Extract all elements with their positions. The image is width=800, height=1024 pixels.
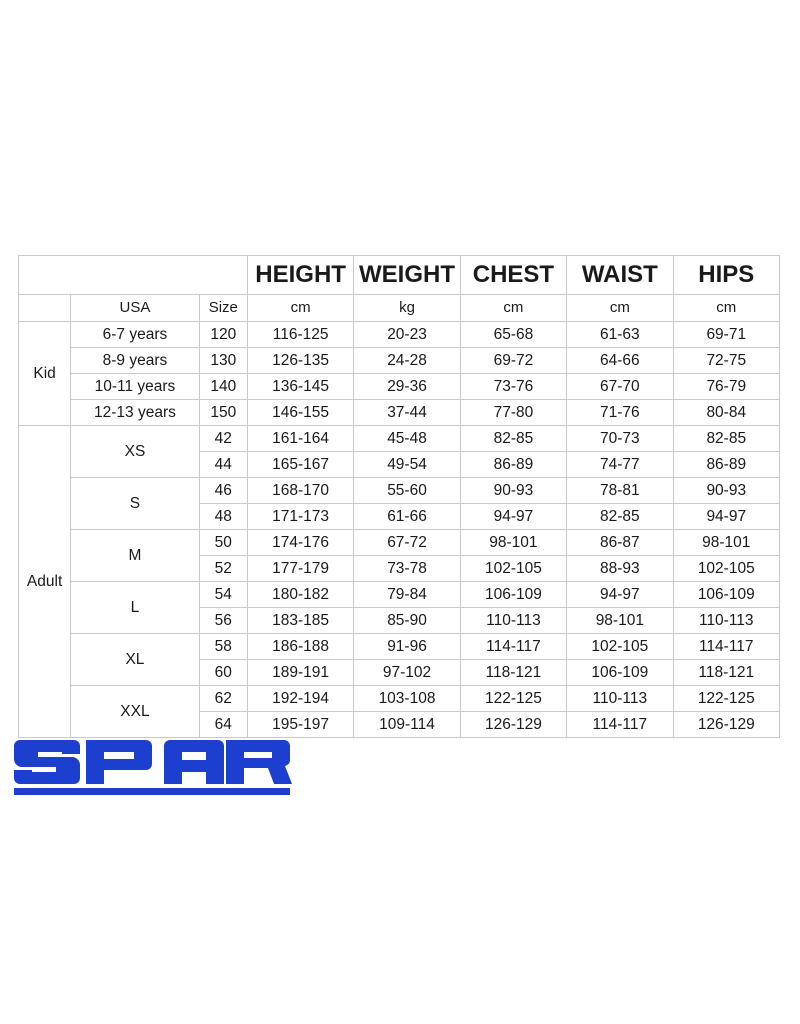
cell-height: 195-197	[247, 712, 353, 738]
cell-height: 174-176	[247, 530, 353, 556]
cell-weight: 29-36	[354, 374, 460, 400]
cell-hips: 110-113	[673, 608, 779, 634]
cell-waist: 70-73	[567, 426, 673, 452]
row-usa-label: 8-9 years	[71, 348, 200, 374]
cell-weight: 49-54	[354, 452, 460, 478]
table-row	[19, 478, 780, 504]
row-usa-label: 12-13 years	[71, 400, 200, 426]
row-size-code: 58	[199, 634, 247, 660]
sparco-logo	[12, 728, 292, 798]
cell-weight: 61-66	[354, 504, 460, 530]
cell-weight: 79-84	[354, 582, 460, 608]
header-hips: HIPS	[673, 256, 779, 295]
row-usa-label: M	[71, 530, 200, 582]
header-usa: USA	[71, 295, 200, 322]
header-waist: WAIST	[567, 256, 673, 295]
row-size-code: 50	[199, 530, 247, 556]
cell-hips: 82-85	[673, 426, 779, 452]
cell-waist: 74-77	[567, 452, 673, 478]
cell-waist: 64-66	[567, 348, 673, 374]
cell-hips: 69-71	[673, 322, 779, 348]
table-row	[19, 426, 780, 452]
table-row	[19, 348, 780, 374]
row-size-code: 64	[199, 712, 247, 738]
cell-waist: 67-70	[567, 374, 673, 400]
cell-chest: 69-72	[460, 348, 566, 374]
row-usa-label: 10-11 years	[71, 374, 200, 400]
table-row	[19, 686, 780, 712]
cell-chest: 118-121	[460, 660, 566, 686]
row-size-code: 46	[199, 478, 247, 504]
size-chart-table-wrapper	[18, 255, 780, 738]
cell-hips: 114-117	[673, 634, 779, 660]
header-chest: CHEST	[460, 256, 566, 295]
cell-waist: 86-87	[567, 530, 673, 556]
row-usa-label: XL	[71, 634, 200, 686]
cell-chest: 90-93	[460, 478, 566, 504]
cell-hips: 98-101	[673, 530, 779, 556]
cell-chest: 98-101	[460, 530, 566, 556]
header-blank-cell	[19, 256, 248, 295]
cell-hips: 90-93	[673, 478, 779, 504]
cell-chest: 102-105	[460, 556, 566, 582]
table-row	[19, 374, 780, 400]
units-blank-cell	[19, 295, 71, 322]
row-size-code: 62	[199, 686, 247, 712]
header-height: HEIGHT	[247, 256, 353, 295]
cell-height: 189-191	[247, 660, 353, 686]
table-row	[19, 530, 780, 556]
cell-waist: 88-93	[567, 556, 673, 582]
header-weight: WEIGHT	[354, 256, 460, 295]
row-size-code: 150	[199, 400, 247, 426]
row-size-code: 44	[199, 452, 247, 478]
cell-waist: 78-81	[567, 478, 673, 504]
row-size-code: 56	[199, 608, 247, 634]
cell-chest: 126-129	[460, 712, 566, 738]
cell-chest: 94-97	[460, 504, 566, 530]
cell-chest: 122-125	[460, 686, 566, 712]
size-chart-table	[18, 255, 780, 738]
row-usa-label: L	[71, 582, 200, 634]
cell-height: 171-173	[247, 504, 353, 530]
cell-weight: 55-60	[354, 478, 460, 504]
cell-height: 177-179	[247, 556, 353, 582]
cell-chest: 73-76	[460, 374, 566, 400]
cell-chest: 114-117	[460, 634, 566, 660]
cell-height: 183-185	[247, 608, 353, 634]
table-row	[19, 400, 780, 426]
cell-hips: 94-97	[673, 504, 779, 530]
cell-height: 136-145	[247, 374, 353, 400]
cell-chest: 77-80	[460, 400, 566, 426]
cell-weight: 85-90	[354, 608, 460, 634]
unit-weight: kg	[354, 295, 460, 322]
cell-height: 186-188	[247, 634, 353, 660]
group-label-kid: Kid	[19, 322, 71, 426]
cell-waist: 61-63	[567, 322, 673, 348]
cell-weight: 73-78	[354, 556, 460, 582]
table-header-row-measures	[19, 256, 780, 295]
table-row	[19, 322, 780, 348]
cell-hips: 80-84	[673, 400, 779, 426]
cell-weight: 91-96	[354, 634, 460, 660]
cell-waist: 106-109	[567, 660, 673, 686]
cell-height: 161-164	[247, 426, 353, 452]
row-usa-label: XXL	[71, 686, 200, 738]
row-usa-label: 6-7 years	[71, 322, 200, 348]
cell-waist: 94-97	[567, 582, 673, 608]
unit-chest: cm	[460, 295, 566, 322]
cell-waist: 98-101	[567, 608, 673, 634]
cell-weight: 45-48	[354, 426, 460, 452]
row-size-code: 42	[199, 426, 247, 452]
cell-height: 168-170	[247, 478, 353, 504]
row-size-code: 120	[199, 322, 247, 348]
cell-weight: 67-72	[354, 530, 460, 556]
cell-waist: 71-76	[567, 400, 673, 426]
row-size-code: 48	[199, 504, 247, 530]
row-size-code: 60	[199, 660, 247, 686]
row-size-code: 54	[199, 582, 247, 608]
cell-height: 116-125	[247, 322, 353, 348]
cell-chest: 65-68	[460, 322, 566, 348]
row-size-code: 140	[199, 374, 247, 400]
cell-height: 146-155	[247, 400, 353, 426]
cell-weight: 37-44	[354, 400, 460, 426]
cell-hips: 118-121	[673, 660, 779, 686]
unit-height: cm	[247, 295, 353, 322]
unit-hips: cm	[673, 295, 779, 322]
cell-hips: 122-125	[673, 686, 779, 712]
cell-height: 126-135	[247, 348, 353, 374]
cell-chest: 82-85	[460, 426, 566, 452]
cell-waist: 102-105	[567, 634, 673, 660]
table-row	[19, 582, 780, 608]
unit-waist: cm	[567, 295, 673, 322]
cell-height: 165-167	[247, 452, 353, 478]
cell-chest: 110-113	[460, 608, 566, 634]
cell-weight: 103-108	[354, 686, 460, 712]
cell-weight: 24-28	[354, 348, 460, 374]
cell-waist: 82-85	[567, 504, 673, 530]
cell-waist: 110-113	[567, 686, 673, 712]
row-size-code: 130	[199, 348, 247, 374]
group-label-adult: Adult	[19, 426, 71, 738]
cell-height: 192-194	[247, 686, 353, 712]
table-header-row-units	[19, 295, 780, 322]
cell-hips: 86-89	[673, 452, 779, 478]
cell-hips: 126-129	[673, 712, 779, 738]
cell-weight: 109-114	[354, 712, 460, 738]
row-usa-label: S	[71, 478, 200, 530]
table-row	[19, 634, 780, 660]
cell-hips: 102-105	[673, 556, 779, 582]
cell-hips: 72-75	[673, 348, 779, 374]
cell-height: 180-182	[247, 582, 353, 608]
cell-weight: 97-102	[354, 660, 460, 686]
cell-chest: 86-89	[460, 452, 566, 478]
row-usa-label: XS	[71, 426, 200, 478]
row-size-code: 52	[199, 556, 247, 582]
cell-weight: 20-23	[354, 322, 460, 348]
cell-chest: 106-109	[460, 582, 566, 608]
header-size: Size	[199, 295, 247, 322]
cell-hips: 76-79	[673, 374, 779, 400]
cell-hips: 106-109	[673, 582, 779, 608]
cell-waist: 114-117	[567, 712, 673, 738]
